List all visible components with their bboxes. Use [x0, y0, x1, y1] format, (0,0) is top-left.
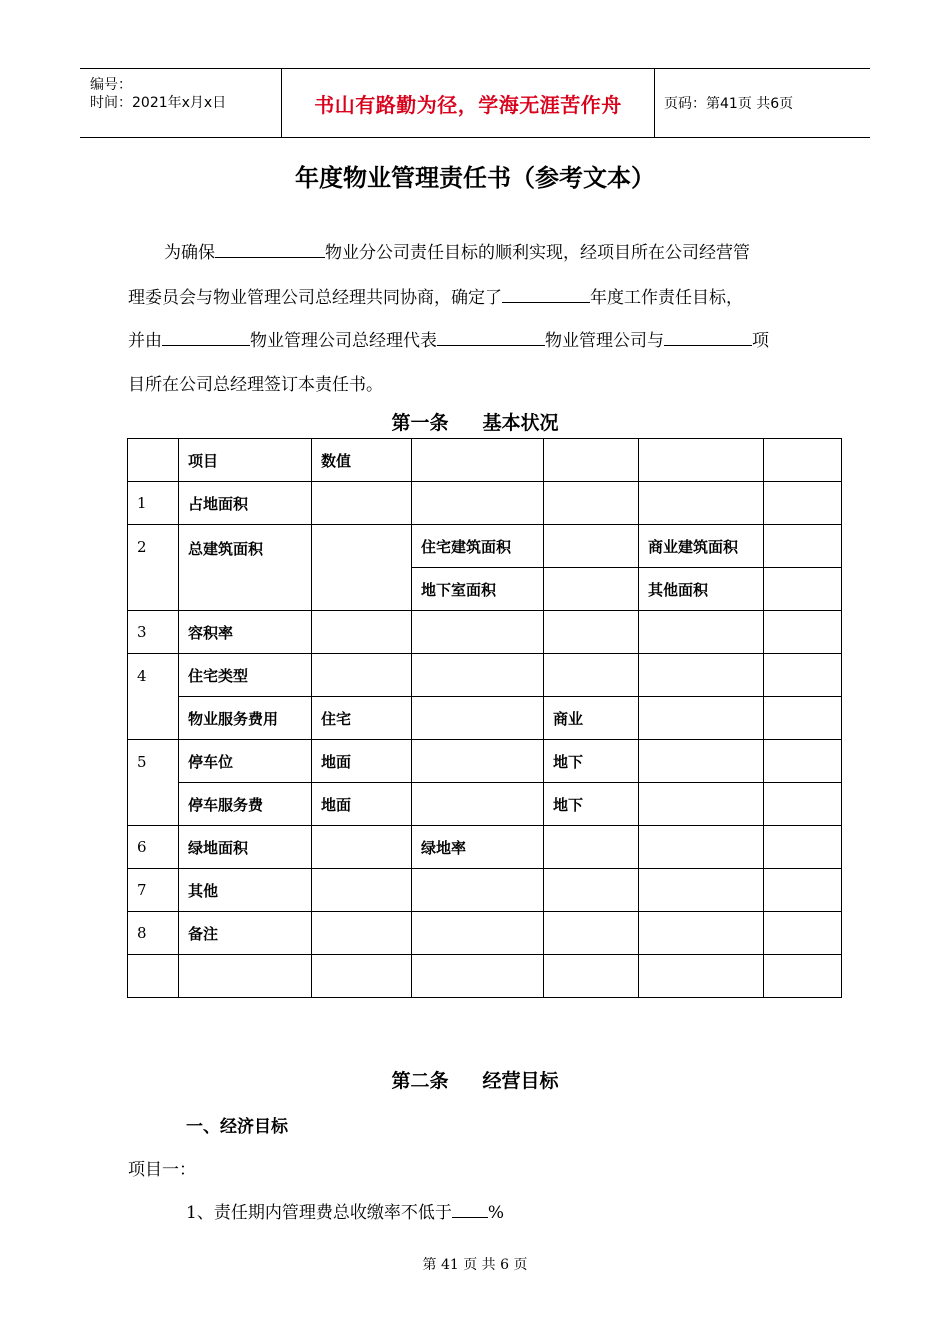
basic-info-table: [127, 438, 842, 998]
table-row: [128, 826, 842, 869]
intro-line-2: [128, 283, 743, 308]
page-header: [80, 68, 870, 138]
table-cell[interactable]: [639, 697, 764, 740]
sub-label: 其他面积: [639, 568, 764, 611]
page-code: 页码：第41页 共6页: [664, 96, 794, 112]
table-cell[interactable]: [312, 955, 412, 998]
row-label: 占地面积: [179, 482, 312, 525]
table-cell[interactable]: [764, 568, 842, 611]
table-cell[interactable]: [544, 525, 639, 568]
table-row: [128, 783, 842, 826]
row-number: 7: [128, 869, 179, 912]
table-row: [128, 611, 842, 654]
intro-text: 年度工作责任目标，: [590, 288, 743, 308]
blank-field[interactable]: [664, 329, 752, 346]
intro-line-1: [164, 238, 750, 263]
table-cell[interactable]: [764, 826, 842, 869]
section-1-heading: [0, 408, 950, 435]
sub-label: 绿地率: [412, 826, 544, 869]
table-cell[interactable]: [639, 912, 764, 955]
sub-label: 商业建筑面积: [639, 525, 764, 568]
table-cell[interactable]: [639, 611, 764, 654]
table-cell[interactable]: [544, 568, 639, 611]
table-cell[interactable]: [412, 439, 544, 482]
time-label: 时间：2021年x月x日: [90, 95, 227, 111]
table-cell[interactable]: [639, 439, 764, 482]
number-label: 编号：: [90, 77, 132, 93]
table-cell[interactable]: [544, 482, 639, 525]
table-cell: [128, 439, 179, 482]
table-cell[interactable]: [639, 955, 764, 998]
intro-text: 项: [752, 331, 769, 351]
header-meta: [80, 69, 281, 137]
table-cell[interactable]: [179, 955, 312, 998]
intro-line-4: 目所在公司总经理签订本责任书。: [128, 375, 383, 395]
intro-text: 物业管理公司与: [545, 331, 664, 351]
table-row: [128, 912, 842, 955]
table-cell[interactable]: [544, 654, 639, 697]
table-cell[interactable]: [639, 783, 764, 826]
section-2-heading: [0, 1066, 950, 1093]
table-header-row: [128, 439, 842, 482]
intro-text: 为确保: [164, 243, 215, 263]
table-cell[interactable]: [412, 611, 544, 654]
table-cell[interactable]: [544, 869, 639, 912]
table-row: [128, 740, 842, 783]
section-number: 第二条: [391, 1070, 449, 1092]
sub-label: 地下: [544, 783, 639, 826]
header-value: 数值: [312, 439, 412, 482]
table-cell[interactable]: [639, 654, 764, 697]
sub-label: 住宅建筑面积: [412, 525, 544, 568]
row-number: 1: [128, 482, 179, 525]
blank-field[interactable]: [162, 329, 250, 346]
section-name: 基本状况: [482, 412, 559, 434]
item-text: 1、责任期内管理费总收缴率不低于: [186, 1203, 452, 1223]
table-cell[interactable]: [544, 955, 639, 998]
table-cell[interactable]: [764, 912, 842, 955]
table-cell[interactable]: [764, 955, 842, 998]
header-item: 项目: [179, 439, 312, 482]
page-footer: 第 41 页 共 6 页: [422, 1257, 528, 1273]
table-cell[interactable]: [764, 525, 842, 568]
table-cell[interactable]: [764, 740, 842, 783]
intro-text: 理委员会与物业管理公司总经理共同协商，确定了: [128, 288, 502, 308]
sub-label: 商业: [544, 697, 639, 740]
table-cell[interactable]: [412, 654, 544, 697]
blank-field[interactable]: [215, 241, 325, 258]
table-row: [128, 955, 842, 998]
table-row: [128, 697, 842, 740]
table-cell[interactable]: [312, 654, 412, 697]
sub-label: 住宅: [312, 697, 412, 740]
sub-label: 地面: [312, 740, 412, 783]
table-cell[interactable]: [412, 783, 544, 826]
row-label: 备注: [179, 912, 312, 955]
table-cell[interactable]: [544, 439, 639, 482]
table-cell[interactable]: [764, 783, 842, 826]
sub-label: 地下室面积: [412, 568, 544, 611]
table-cell[interactable]: [639, 826, 764, 869]
section-name: 经营目标: [482, 1070, 559, 1092]
table-cell[interactable]: [128, 955, 179, 998]
table-cell[interactable]: [312, 869, 412, 912]
table-cell[interactable]: [764, 697, 842, 740]
table-cell[interactable]: [764, 439, 842, 482]
table-cell[interactable]: [764, 482, 842, 525]
row-number: 2: [128, 525, 179, 611]
row-number: 5: [128, 740, 179, 826]
row-label: 住宅类型: [179, 654, 312, 697]
table-cell[interactable]: [544, 611, 639, 654]
row-label: 停车位: [179, 740, 312, 783]
intro-line-3: [128, 326, 769, 351]
table-cell[interactable]: [544, 826, 639, 869]
row-label: 绿地面积: [179, 826, 312, 869]
sub-label: 地面: [312, 783, 412, 826]
blank-field[interactable]: [502, 286, 590, 303]
table-cell[interactable]: [312, 611, 412, 654]
project-label: 项目一：: [128, 1160, 196, 1180]
percent-sign: %: [487, 1203, 504, 1223]
intro-text: 物业管理公司总经理代表: [250, 331, 437, 351]
item-1: [186, 1198, 504, 1223]
intro-text: 物业分公司责任目标的顺利实现，经项目所在公司经营管: [325, 243, 750, 263]
table-cell[interactable]: [639, 482, 764, 525]
row-label: 容积率: [179, 611, 312, 654]
row-label: 物业服务费用: [179, 697, 312, 740]
row-number: 8: [128, 912, 179, 955]
table-cell[interactable]: [764, 611, 842, 654]
table-cell[interactable]: [639, 869, 764, 912]
row-number: 6: [128, 826, 179, 869]
header-motto: [281, 69, 655, 137]
table-cell[interactable]: [312, 525, 412, 611]
row-label: 总建筑面积: [179, 525, 312, 611]
table-cell[interactable]: [412, 912, 544, 955]
subheading-economic: 一、经济目标: [186, 1117, 288, 1137]
table-cell[interactable]: [412, 697, 544, 740]
section-number: 第一条: [391, 412, 449, 434]
table-row: [128, 482, 842, 525]
table-row: [128, 869, 842, 912]
table-cell[interactable]: [412, 869, 544, 912]
blank-field[interactable]: [452, 1201, 488, 1218]
table-cell[interactable]: [764, 654, 842, 697]
sub-label: 地下: [544, 740, 639, 783]
row-number: 4: [128, 654, 179, 740]
table-cell[interactable]: [639, 740, 764, 783]
blank-field[interactable]: [437, 329, 545, 346]
table-cell[interactable]: [412, 482, 544, 525]
row-label: 停车服务费: [179, 783, 312, 826]
table-cell[interactable]: [544, 912, 639, 955]
table-cell[interactable]: [412, 740, 544, 783]
row-number: 3: [128, 611, 179, 654]
table-row: [128, 654, 842, 697]
table-cell[interactable]: [312, 482, 412, 525]
intro-text: 并由: [128, 331, 162, 351]
motto-text: 书山有路勤为径，学海无涯苦作舟: [314, 92, 622, 117]
table-cell[interactable]: [412, 955, 544, 998]
table-row: [128, 525, 842, 568]
table-cell[interactable]: [312, 826, 412, 869]
table-cell[interactable]: [312, 912, 412, 955]
row-label: 其他: [179, 869, 312, 912]
table-cell[interactable]: [764, 869, 842, 912]
document-title: 年度物业管理责任书（参考文本）: [295, 164, 655, 192]
